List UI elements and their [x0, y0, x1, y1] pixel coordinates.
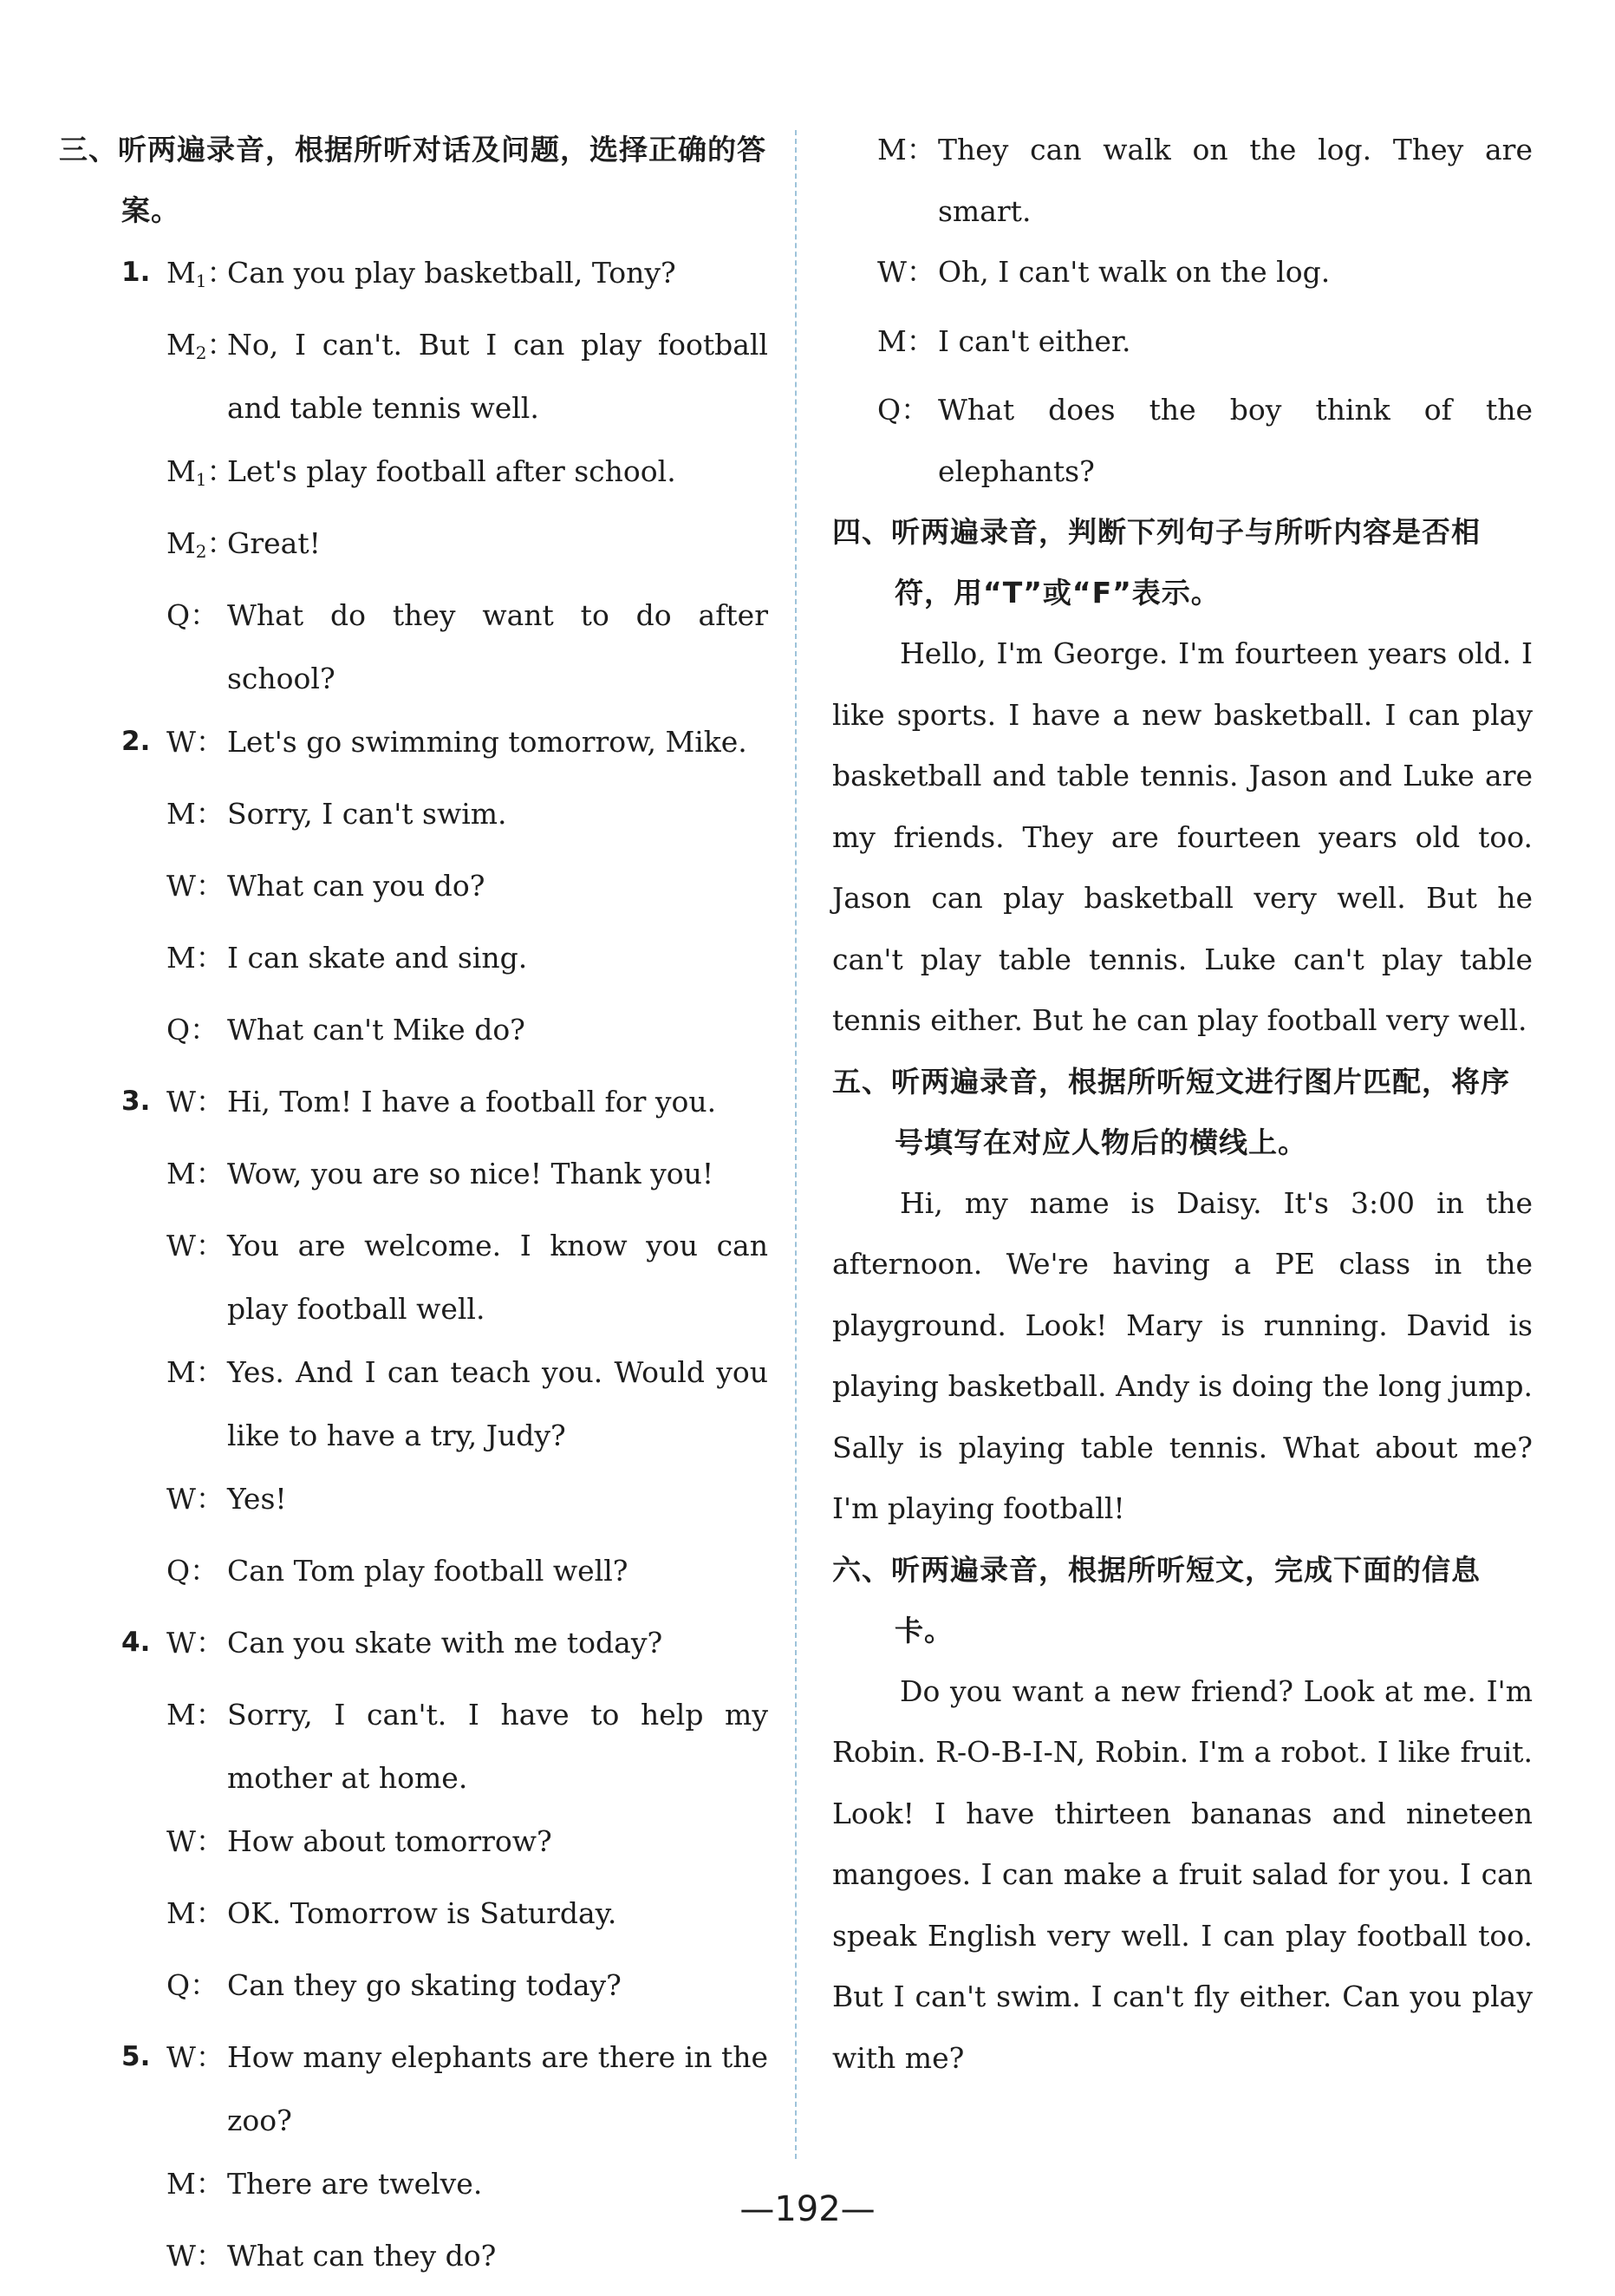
section-5-passage: Hi, my name is Daisy. It's 3:00 in the afternoon. We're having a PE class in the playground. Look! Mary is running. David is playing basketball. Andy is doing the long jump. Sally is playing table tennis. What about me? I'm playing football! — [832, 1185, 1533, 1525]
dialogue-line — [166, 1539, 768, 1611]
dialogue-line — [166, 1070, 768, 1142]
utterance: Sorry, I can't swim. — [227, 797, 507, 831]
dialogue-line — [166, 926, 768, 998]
dialogue-line — [166, 782, 768, 854]
speaker-label: Q： — [166, 598, 219, 632]
dialogue-line — [166, 998, 768, 1070]
question-4 — [121, 1611, 768, 2025]
dialogue-line — [877, 311, 1533, 381]
speaker-label: M： — [166, 1698, 225, 1732]
dialogue-line — [166, 1810, 768, 1882]
speaker-label: M2： — [166, 526, 236, 562]
section-3-questions — [121, 241, 768, 2296]
question-dialogue — [166, 2025, 768, 2296]
utterance: Yes. And I can teach you. Would you like to have a try, Judy? — [227, 1355, 768, 1452]
utterance: There are twelve. — [227, 2167, 483, 2201]
speaker-label: Q： — [166, 1554, 219, 1588]
utterance: Let's play football after school. — [227, 454, 676, 488]
speaker-label: M： — [166, 1157, 225, 1190]
dialogue-line — [166, 440, 768, 512]
question-dialogue — [166, 241, 768, 710]
section-4-passage: Hello, I'm George. I'm fourteen years old. I like sports. I have a new basketball. I can play basketball and table tennis. Jason and Luke are my friends. They are fourteen years old too. Jason can play basketball very well. But he can't play table tennis. Luke can't play table tennis either. But he can play football very well. — [832, 636, 1533, 1037]
section-6-passage: Do you want a new friend? Look at me. I'm Robin. R-O-B-I-N, Robin. I'm a robot. I like fruit. Look! I have thirteen bananas and nineteen mangoes. I can make a fruit salad for you. I can speak English very well. I can play football too. But I can't swim. I can't fly either. Can you play with me? — [832, 1673, 1533, 2075]
utterance: Oh, I can't walk on the log. — [938, 255, 1331, 289]
question-number: 2. — [121, 726, 151, 757]
dialogue-line — [166, 1467, 768, 1539]
dialogue-line — [166, 241, 768, 313]
page-number: —192— — [739, 2189, 876, 2229]
utterance: I can't either. — [938, 323, 1131, 358]
utterance: Let's go swimming tomorrow, Mike. — [227, 725, 747, 759]
dialogue-line — [166, 584, 768, 710]
utterance: Can you play basketball, Tony? — [227, 256, 676, 290]
dialogue-line — [166, 1142, 768, 1214]
section-6-heading: 六、听两遍录音，根据所听短文，完成下面的信息卡。 — [832, 1552, 1481, 1647]
speaker-label: W： — [166, 2239, 225, 2273]
question-5 — [121, 2025, 768, 2296]
question-number: 4. — [121, 1627, 151, 1658]
question-2 — [121, 710, 768, 1070]
section-3-heading: 三、听两遍录音，根据所听对话及问题，选择正确的答案。 — [59, 133, 766, 227]
question-dialogue — [166, 1070, 768, 1611]
speaker-label: W： — [166, 1626, 225, 1660]
dialogue-line — [877, 242, 1533, 311]
question-dialogue — [166, 710, 768, 1070]
question-number: 3. — [121, 1086, 151, 1117]
utterance: Can Tom play football well? — [227, 1554, 628, 1588]
dialogue-line — [166, 2224, 768, 2296]
question-number: 1. — [121, 257, 151, 288]
utterance: How many elephants are there in the zoo? — [227, 2040, 768, 2137]
utterance: Sorry, I can't. I have to help my mother at home. — [227, 1698, 768, 1795]
question-number: 5. — [121, 2041, 151, 2072]
dialogue-line — [166, 512, 768, 584]
utterance: Can they go skating today? — [227, 1968, 622, 2002]
speaker-label: W： — [166, 1824, 225, 1858]
speaker-label: W： — [166, 1229, 225, 1262]
utterance: What do they want to do after school? — [227, 598, 768, 695]
dialogue-line — [166, 2025, 768, 2152]
speaker-label: W： — [166, 725, 225, 759]
dialogue-line — [166, 1214, 768, 1340]
left-column — [59, 120, 768, 2296]
dialogue-line — [166, 854, 768, 926]
utterance: Great! — [227, 526, 321, 560]
speaker-label: M： — [166, 1896, 225, 1930]
speaker-label: Q： — [877, 393, 930, 427]
utterance: You are welcome. I know you can play football well. — [227, 1229, 768, 1326]
utterance: How about tomorrow? — [227, 1824, 552, 1858]
speaker-label: M： — [166, 1355, 225, 1389]
utterance: What can you do? — [227, 869, 485, 903]
utterance: No, I can't. But I can play football and table tennis well. — [227, 328, 768, 425]
speaker-label: M1： — [166, 454, 236, 490]
speaker-label: M： — [877, 133, 935, 166]
speaker-label: M1： — [166, 256, 236, 291]
right-column — [832, 120, 1533, 2089]
utterance: What can't Mike do? — [227, 1013, 525, 1047]
section-5-heading: 五、听两遍录音，根据所听短文进行图片匹配，将序号填写在对应人物后的横线上。 — [832, 1064, 1510, 1159]
utterance: What can they do? — [227, 2239, 497, 2273]
speaker-label: M2： — [166, 328, 236, 363]
speaker-label: M： — [166, 941, 225, 975]
utterance: Hi, Tom! I have a football for you. — [227, 1085, 717, 1119]
utterance: Wow, you are so nice! Thank you! — [227, 1157, 714, 1190]
question-dialogue — [166, 1611, 768, 2025]
utterance: OK. Tomorrow is Saturday. — [227, 1896, 617, 1930]
dialogue-line — [166, 710, 768, 782]
utterance: What does the boy think of the elephants? — [938, 393, 1533, 488]
dialogue-line — [877, 120, 1533, 242]
speaker-label: M： — [166, 797, 225, 831]
speaker-label: M： — [166, 2167, 225, 2201]
speaker-label: M： — [877, 323, 935, 358]
speaker-label: Q： — [166, 1013, 219, 1047]
utterance: They can walk on the log. They are smart. — [938, 133, 1533, 228]
utterance: Can you skate with me today? — [227, 1626, 663, 1660]
dialogue-line — [166, 1954, 768, 2025]
speaker-label: W： — [166, 1085, 225, 1119]
speaker-label: W： — [166, 869, 225, 903]
dialogue-line — [166, 1683, 768, 1810]
speaker-label: W： — [877, 255, 935, 289]
utterance: I can skate and sing. — [227, 941, 528, 975]
dialogue-line — [166, 1340, 768, 1467]
question-1 — [121, 241, 768, 710]
question-5-continued — [877, 120, 1533, 502]
dialogue-line — [877, 380, 1533, 502]
dialogue-line — [166, 313, 768, 440]
dialogue-line — [166, 1611, 768, 1683]
utterance: Yes! — [227, 1482, 287, 1516]
speaker-label: W： — [166, 2040, 225, 2074]
question-3 — [121, 1070, 768, 1611]
speaker-label: Q： — [166, 1968, 219, 2002]
column-divider — [795, 130, 797, 2159]
dialogue-line — [166, 1882, 768, 1954]
section-4-heading: 四、听两遍录音，判断下列句子与所听内容是否相符，用“T”或“F”表示。 — [832, 515, 1481, 610]
speaker-label: W： — [166, 1482, 225, 1516]
